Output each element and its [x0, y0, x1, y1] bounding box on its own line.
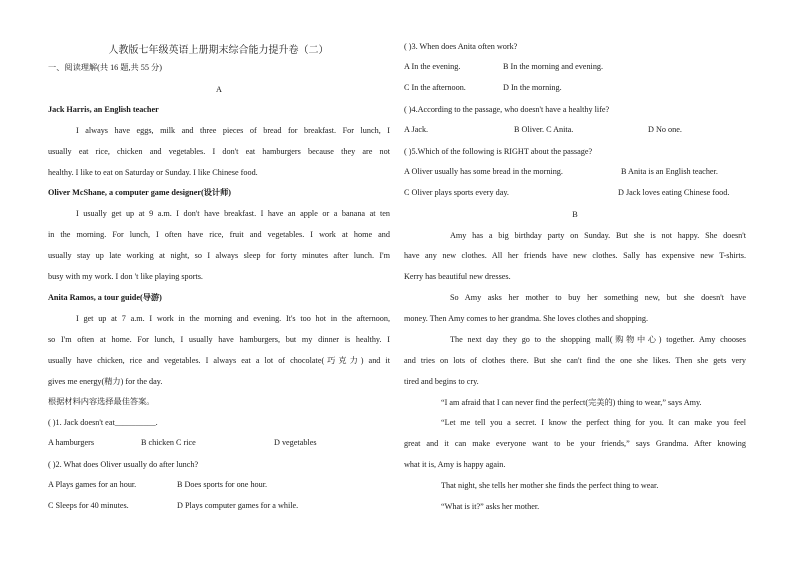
option-a: A In the evening.: [404, 62, 461, 71]
answer-blank[interactable]: ( ): [404, 105, 412, 114]
question-stem: 5.Which of the following is RIGHT about the passage?: [411, 147, 593, 156]
passage-b-line: money. Then Amy comes to her grandma. She loves clothes and shopping.: [404, 314, 648, 323]
option-bc: B Oliver. C Anita.: [514, 125, 574, 134]
option-b: B Does sports for one hour.: [177, 480, 268, 489]
passage-b-line: So Amy asks her mother to buy her something new, but she doesn't have: [450, 293, 746, 302]
page-title: 人教版七年级英语上册期末综合能力提升卷（二）: [108, 45, 329, 56]
option-a: A Plays games for an hour.: [48, 480, 137, 489]
option-d: D Plays computer games for a while.: [177, 501, 299, 510]
option-d: D vegetables: [274, 438, 317, 447]
answer-blank[interactable]: ( ): [48, 460, 56, 469]
passage-b-line: “What is it?” asks her mother.: [441, 502, 540, 511]
jack-line: usually eat rice, chicken and vegetables. I don't eat hamburgers because they are not: [48, 147, 390, 156]
anita-line: gives me energy(精力) for the day.: [48, 377, 163, 386]
passage-b-label: B: [572, 210, 578, 219]
question-2: [48, 459, 198, 470]
option-a: A hamburgers: [48, 438, 95, 447]
option-b: B chicken C rice: [141, 438, 196, 447]
anita-line: so I'm often at home. For lunch, I usually have hamburgers, but my dinner is healthy. I: [48, 335, 390, 344]
option-a: A Oliver usually has some bread in the morning.: [404, 167, 563, 176]
jack-line: healthy. I like to eat on Saturday or Sunday. I like Chinese food.: [48, 168, 258, 177]
option-c: C In the afternoon.: [404, 83, 466, 92]
anita-line: usually have chicken, rice and vegetables. I always eat a lot of chocolate(巧克力) and it: [48, 356, 390, 365]
passage-b-line: “Let me tell you a secret. I know the perfect thing for you. It can make you feel: [441, 418, 746, 427]
anita-heading: Anita Ramos, a tour guide(导游): [48, 293, 162, 302]
passage-b-line: what it is, Amy is happy again.: [404, 460, 506, 469]
option-d: D In the morning.: [503, 83, 562, 92]
answer-blank[interactable]: ( ): [404, 42, 412, 51]
passage-b-line: “I am afraid that I can never find the perfect(完美的) thing to wear,” says Amy.: [441, 398, 702, 407]
oliver-heading: Oliver McShane, a computer game designer(设计师): [48, 188, 231, 197]
answer-blank[interactable]: ( ): [404, 147, 412, 156]
answer-blank[interactable]: ( ): [48, 418, 56, 427]
section-heading: 一、阅读理解(共 16 题,共 55 分): [48, 63, 162, 72]
option-d: D Jack loves eating Chinese food.: [618, 188, 730, 197]
passage-b-line: tired and begins to cry.: [404, 377, 479, 386]
passage-b-line: That night, she tells her mother she finds the perfect thing to wear.: [441, 481, 659, 490]
option-c: C Sleeps for 40 minutes.: [48, 501, 129, 510]
jack-line: I always have eggs, milk and three pieces of bread for breakfast. For lunch, I: [76, 126, 390, 135]
passage-b-line: The next day they go to the shopping mall(购物中心) together. Amy chooses: [450, 335, 746, 344]
question-4: [404, 104, 609, 115]
option-b: B Anita is an English teacher.: [621, 167, 718, 176]
passage-b-line: Kerry has beautiful new dresses.: [404, 272, 511, 281]
passage-a-label: A: [216, 85, 222, 94]
passage-b-line: have any new clothes. All her friends have new clothes. Sally has expensive new T-shirts.: [404, 251, 746, 260]
anita-line: I get up at 7 a.m. I work in the morning and evening. It's too hot in the afternoon,: [76, 314, 390, 323]
passage-b-line: and tries on lots of clothes there. But she can't find the one she likes. Then she gets very: [404, 356, 746, 365]
oliver-line: busy with my work. I don 't like playing sports.: [48, 272, 203, 281]
question-stem: 4.According to the passage, who doesn't have a healthy life?: [411, 105, 610, 114]
question-stem: 2. What does Oliver usually do after lunch?: [55, 460, 199, 469]
question-1: [48, 417, 158, 428]
question-5: [404, 146, 592, 157]
passage-b-line: Amy has a big birthday party on Sunday. But she is not happy. She doesn't: [450, 231, 746, 240]
option-b: B In the morning and evening.: [503, 62, 604, 71]
instruction: 根据材料内容选择最佳答案。: [48, 397, 155, 406]
oliver-line: in the morning. For lunch, I often have rice, fruit and vegetables. I work at home and: [48, 230, 390, 239]
oliver-line: usually stay up late working at night, so I always sleep for forty minutes after lunch. I'm: [48, 251, 390, 260]
option-d: D No one.: [648, 125, 682, 134]
oliver-line: I usually get up at 9 a.m. I don't have breakfast. I have an apple or a banana at ten: [76, 209, 390, 218]
question-stem: 3. When does Anita often work?: [411, 42, 518, 51]
option-a: A Jack.: [404, 125, 429, 134]
passage-b-line: great and it can make everyone want to be your friends,” says Grandma. After knowing: [404, 439, 746, 448]
jack-heading: Jack Harris, an English teacher: [48, 105, 159, 114]
question-stem: 1. Jack doesn't eat__________.: [55, 418, 158, 427]
option-c: C Oliver plays sports every day.: [404, 188, 509, 197]
question-3: [404, 41, 517, 52]
